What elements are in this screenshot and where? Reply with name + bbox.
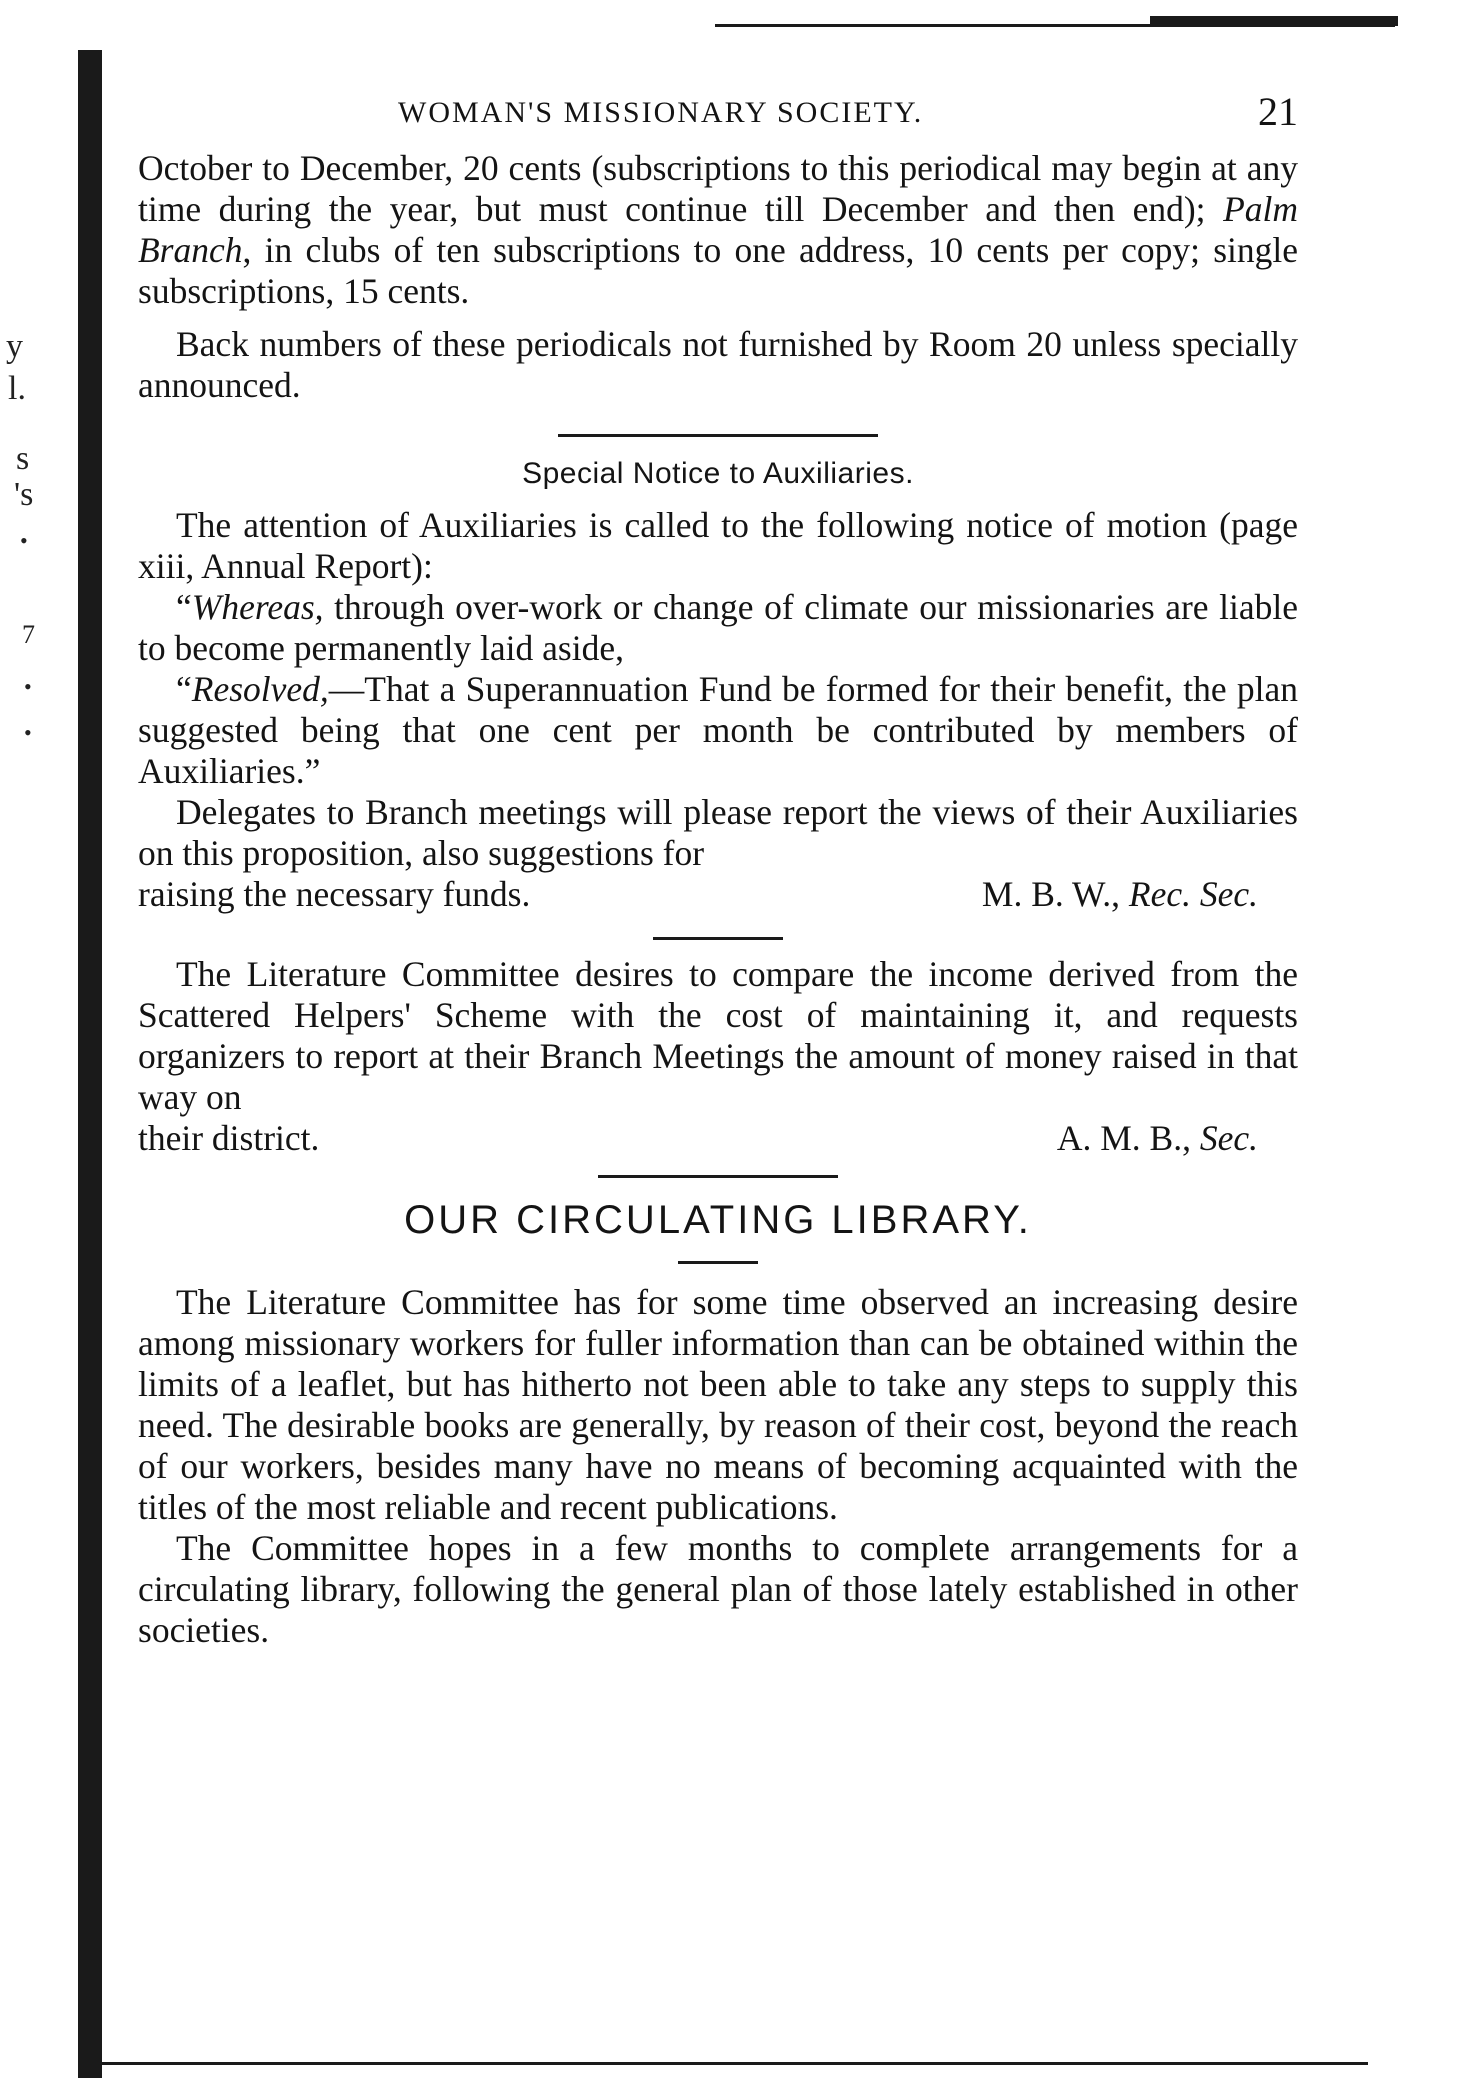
special-notice-signature-line: raising the necessary funds. M. B. W., Rec. Sec.: [138, 874, 1298, 915]
section-divider: [558, 434, 878, 437]
delegates-paragraph: Delegates to Branch meetings will please report the views of their Auxiliaries on this proposition, also suggestions for: [138, 792, 1298, 873]
margin-fragment: l.: [8, 370, 26, 407]
margin-fragment: 's: [14, 476, 34, 513]
library-heading: OUR CIRCULATING LIBRARY.: [404, 1198, 1032, 1242]
literature-notice-paragraph: The Literature Committee desires to compare the income derived from the Scattered Helpers' Scheme with the cost of maintaining it, and requests organizers to report at their Branch Meetings the amount of money raised in that way on: [138, 954, 1298, 1117]
special-notice-heading: Special Notice to Auxiliaries.: [522, 457, 914, 490]
page-content: [138, 88, 1298, 1651]
running-title: WOMAN'S MISSIONARY SOCIETY.: [398, 96, 924, 129]
margin-fragment: •: [20, 528, 28, 553]
scan-binding-edge: [78, 50, 102, 2078]
resolved-paragraph: “Resolved,—That a Superannuation Fund be formed for their benefit, the plan suggested being that one cent per month be contributed by members of Auxiliaries.”: [138, 669, 1298, 791]
library-paragraph: The Literature Committee has for some time observed an increasing desire among missionary workers for fuller information than can be obtained within the limits of a leaflet, but has hitherto not been able to take any steps to supply this need. The desirable books are generally, by reason of their cost, beyond the reach of our workers, besides many have no means of becoming acquainted with the titles of the most reliable and recent publications.: [138, 1282, 1298, 1527]
subscription-paragraph: October to December, 20 cents (subscriptions to this periodical may begin at any time during the year, but must continue till December and then end); Palm Branch, in clubs of ten subscriptions to one address, 10 cents per copy; single subscriptions, 15 cents.: [138, 148, 1299, 311]
whereas-paragraph: “Whereas, through over-work or change of climate our missionaries are liable to become permanently laid aside,: [138, 587, 1298, 668]
section-divider: [678, 1261, 758, 1264]
margin-fragment: s: [16, 440, 30, 477]
periodical-title: Palm Branch: [138, 189, 1299, 270]
section-divider: [598, 1175, 838, 1178]
margin-fragment: •: [24, 720, 32, 745]
back-numbers-paragraph: Back numbers of these periodicals not furnished by Room 20 unless specially announced.: [138, 324, 1298, 405]
margin-fragment: •: [24, 674, 32, 699]
signature: A. M. B., Sec.: [1056, 1118, 1258, 1158]
scan-bottom-rule: [78, 2062, 1368, 2065]
margin-fragment: 7: [22, 620, 35, 649]
section-divider: [653, 937, 783, 940]
running-head: [138, 88, 1298, 148]
literature-notice-signature-line: their district. A. M. B., Sec.: [138, 1118, 1298, 1159]
library-paragraph: The Committee hopes in a few months to complete arrangements for a circulating library, following the general plan of those lately established in other societies.: [138, 1528, 1298, 1650]
margin-fragment: y: [6, 328, 23, 365]
page-number: 21: [1258, 89, 1298, 134]
scan-top-rule-thick: [1150, 16, 1398, 26]
special-notice-intro: The attention of Auxiliaries is called to the following notice of motion (page xiii, Annual Report):: [138, 505, 1298, 586]
signature: M. B. W., Rec. Sec.: [981, 874, 1258, 914]
